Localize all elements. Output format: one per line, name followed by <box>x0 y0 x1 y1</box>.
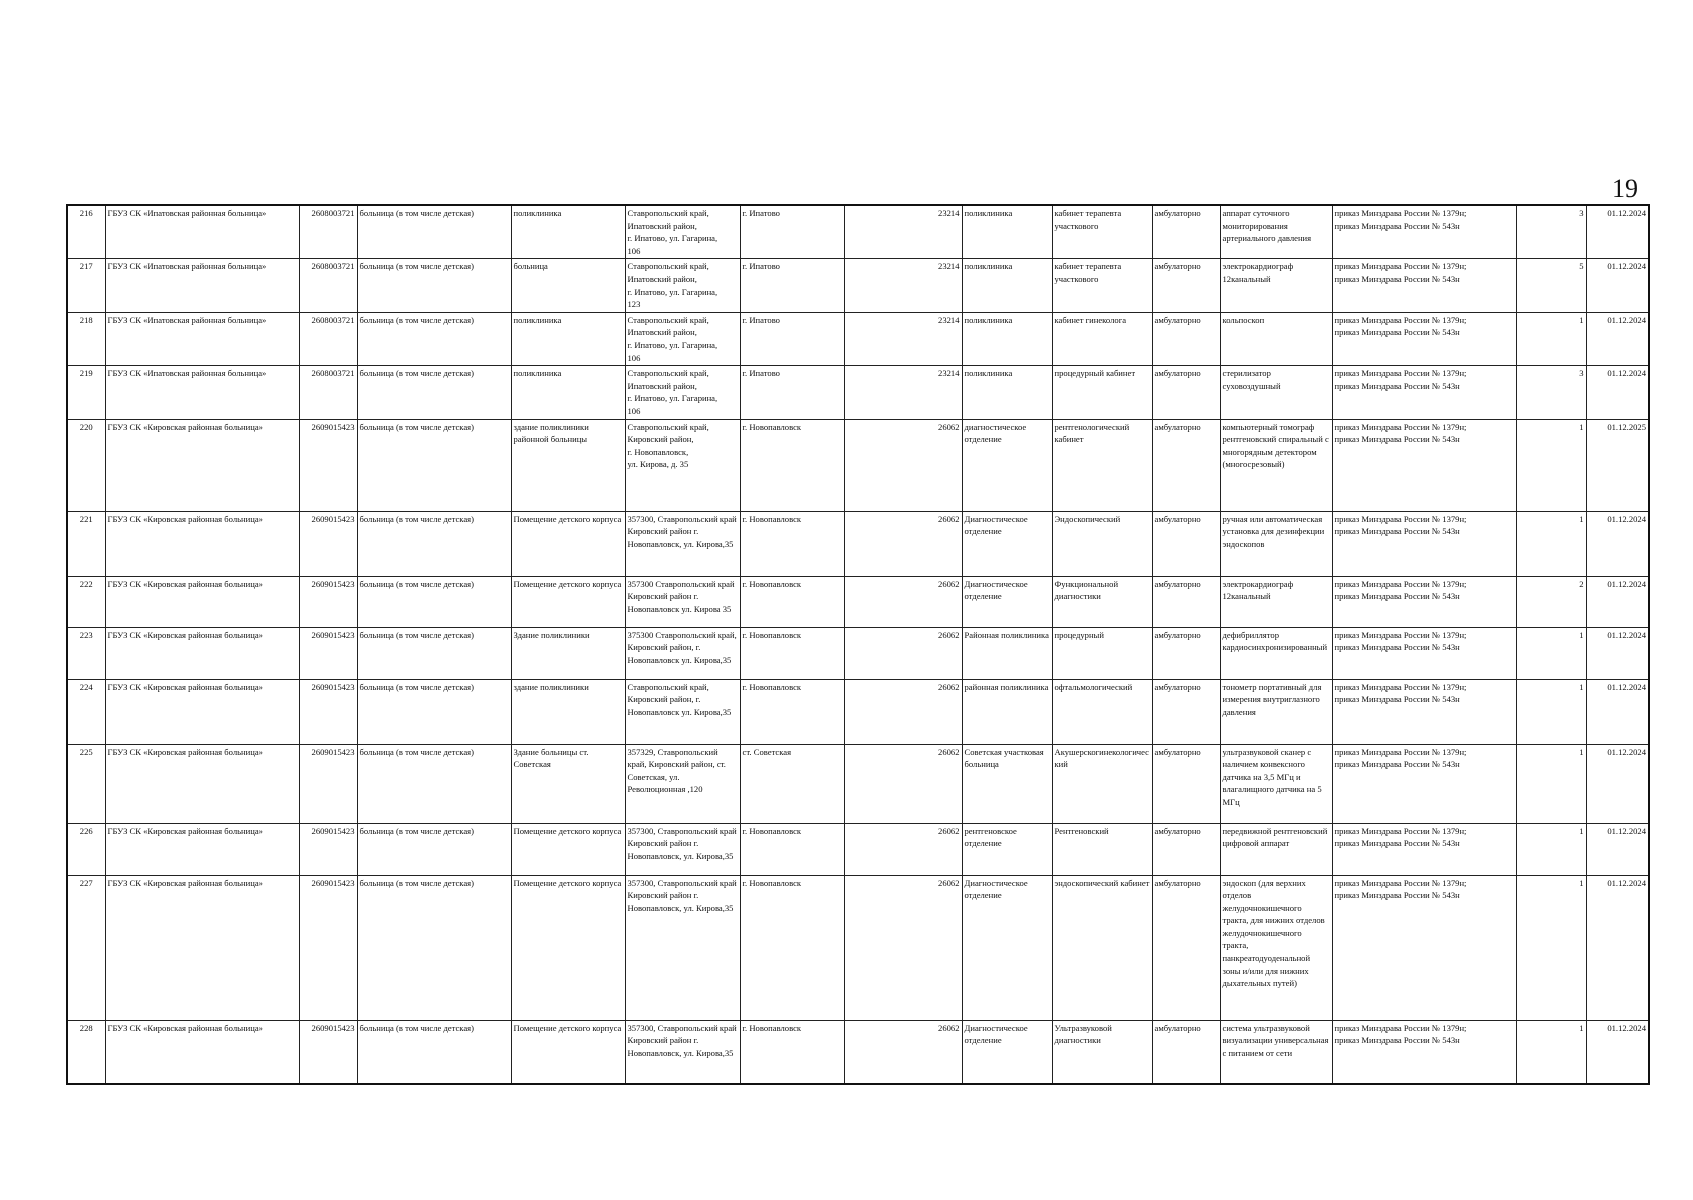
quantity-cell: 1 <box>1516 627 1586 679</box>
department-cell: рентгеновское отделение <box>962 823 1052 875</box>
equipment-table <box>66 204 1650 1085</box>
organization-name-cell: ГБУЗ СК «Кировская районная больница» <box>105 576 299 627</box>
room-name-cell: Эндоскопический <box>1052 511 1152 576</box>
city-cell: г. Новопавловск <box>740 875 844 1020</box>
institution-type-cell: больница (в том числе детская) <box>357 205 511 259</box>
address-cell: Ставропольский край, Ипатовский район, г. Ипатово, ул. Гагарина, 123 <box>625 259 740 312</box>
room-name-cell: Функциональной диагностики <box>1052 576 1152 627</box>
row-number-cell: 228 <box>67 1020 105 1084</box>
department-cell: диагностическое отделение <box>962 419 1052 511</box>
care-form-cell: амбулаторно <box>1152 419 1220 511</box>
quantity-cell: 3 <box>1516 205 1586 259</box>
delivery-date-cell: 01.12.2024 <box>1586 823 1649 875</box>
city-cell: г. Новопавловск <box>740 419 844 511</box>
order-reference-cell: приказ Минздрава России № 1379н; приказ Минздрава России № 543н <box>1332 366 1516 419</box>
care-form-cell: амбулаторно <box>1152 259 1220 312</box>
oktmo-code-cell: 26062 <box>844 875 962 1020</box>
oktmo-code-cell: 26062 <box>844 823 962 875</box>
oktmo-code-cell: 26062 <box>844 744 962 823</box>
room-name-cell: офтальмологический <box>1052 679 1152 744</box>
care-form-cell: амбулаторно <box>1152 823 1220 875</box>
care-form-cell: амбулаторно <box>1152 1020 1220 1084</box>
equipment-name-cell: кольпоскоп <box>1220 312 1332 365</box>
care-form-cell: амбулаторно <box>1152 576 1220 627</box>
institution-type-cell: больница (в том числе детская) <box>357 511 511 576</box>
building-name-cell: Помещение детского корпуса <box>511 823 625 875</box>
room-name-cell: процедурный <box>1052 627 1152 679</box>
oktmo-code-cell: 26062 <box>844 419 962 511</box>
department-cell: поликлиника <box>962 205 1052 259</box>
inn-code-cell: 2609015423 <box>299 823 357 875</box>
address-cell: 357300, Ставропольский край Кировский район г. Новопавловск, ул. Кирова,35 <box>625 823 740 875</box>
row-number-cell: 226 <box>67 823 105 875</box>
inn-code-cell: 2609015423 <box>299 744 357 823</box>
organization-name-cell: ГБУЗ СК «Ипатовская районная больница» <box>105 205 299 259</box>
row-number-cell: 218 <box>67 312 105 365</box>
building-name-cell: Помещение детского корпуса <box>511 511 625 576</box>
order-reference-cell: приказ Минздрава России № 1379н; приказ Минздрава России № 543н <box>1332 312 1516 365</box>
delivery-date-cell: 01.12.2024 <box>1586 1020 1649 1084</box>
building-name-cell: Помещение детского корпуса <box>511 875 625 1020</box>
row-number-cell: 219 <box>67 366 105 419</box>
city-cell: г. Новопавловск <box>740 511 844 576</box>
quantity-cell: 1 <box>1516 312 1586 365</box>
delivery-date-cell: 01.12.2024 <box>1586 576 1649 627</box>
department-cell: Диагностическое отделение <box>962 576 1052 627</box>
address-cell: 357329, Ставропольский край, Кировский район, ст. Советская, ул. Революционная ,120 <box>625 744 740 823</box>
department-cell: Диагностическое отделение <box>962 511 1052 576</box>
department-cell: Диагностическое отделение <box>962 875 1052 1020</box>
city-cell: г. Новопавловск <box>740 1020 844 1084</box>
room-name-cell: кабинет гинеколога <box>1052 312 1152 365</box>
inn-code-cell: 2609015423 <box>299 679 357 744</box>
equipment-name-cell: ультразвуковой сканер с наличием конвексного датчика на 3,5 МГц и влагалищного датчика на 5 МГц <box>1220 744 1332 823</box>
city-cell: г. Ипатово <box>740 259 844 312</box>
department-cell: Районная поликлиника <box>962 627 1052 679</box>
row-number-cell: 222 <box>67 576 105 627</box>
institution-type-cell: больница (в том числе детская) <box>357 823 511 875</box>
organization-name-cell: ГБУЗ СК «Кировская районная больница» <box>105 875 299 1020</box>
care-form-cell: амбулаторно <box>1152 744 1220 823</box>
delivery-date-cell: 01.12.2024 <box>1586 259 1649 312</box>
delivery-date-cell: 01.12.2024 <box>1586 205 1649 259</box>
quantity-cell: 1 <box>1516 744 1586 823</box>
equipment-name-cell: электрокардиограф 12канальный <box>1220 576 1332 627</box>
table-row <box>67 511 1649 576</box>
quantity-cell: 1 <box>1516 511 1586 576</box>
building-name-cell: здание поликлиники районной больницы <box>511 419 625 511</box>
quantity-cell: 1 <box>1516 823 1586 875</box>
quantity-cell: 2 <box>1516 576 1586 627</box>
department-cell: Диагностическое отделение <box>962 1020 1052 1084</box>
order-reference-cell: приказ Минздрава России № 1379н; приказ Минздрава России № 543н <box>1332 1020 1516 1084</box>
city-cell: г. Новопавловск <box>740 823 844 875</box>
department-cell: поликлиника <box>962 366 1052 419</box>
table-row <box>67 627 1649 679</box>
order-reference-cell: приказ Минздрава России № 1379н; приказ Минздрава России № 543н <box>1332 875 1516 1020</box>
table-row <box>67 259 1649 312</box>
table-row <box>67 576 1649 627</box>
department-cell: поликлиника <box>962 312 1052 365</box>
equipment-name-cell: аппарат суточного мониторирования артериального давления <box>1220 205 1332 259</box>
oktmo-code-cell: 26062 <box>844 576 962 627</box>
table-row <box>67 679 1649 744</box>
address-cell: 375300 Ставропольский край, Кировский район, г. Новопавловск ул. Кирова,35 <box>625 627 740 679</box>
inn-code-cell: 2608003721 <box>299 312 357 365</box>
organization-name-cell: ГБУЗ СК «Ипатовская районная больница» <box>105 259 299 312</box>
equipment-name-cell: дефибриллятор кардиосинхронизированный <box>1220 627 1332 679</box>
building-name-cell: Помещение детского корпуса <box>511 576 625 627</box>
address-cell: Ставропольский край, Ипатовский район, г. Ипатово, ул. Гагарина, 106 <box>625 366 740 419</box>
delivery-date-cell: 01.12.2024 <box>1586 744 1649 823</box>
care-form-cell: амбулаторно <box>1152 312 1220 365</box>
row-number-cell: 224 <box>67 679 105 744</box>
care-form-cell: амбулаторно <box>1152 679 1220 744</box>
address-cell: 357300, Ставропольский край Кировский район г. Новопавловск, ул. Кирова,35 <box>625 875 740 1020</box>
order-reference-cell: приказ Минздрава России № 1379н; приказ Минздрава России № 543н <box>1332 627 1516 679</box>
quantity-cell: 1 <box>1516 1020 1586 1084</box>
order-reference-cell: приказ Минздрава России № 1379н; приказ Минздрава России № 543н <box>1332 511 1516 576</box>
organization-name-cell: ГБУЗ СК «Кировская районная больница» <box>105 679 299 744</box>
inn-code-cell: 2608003721 <box>299 366 357 419</box>
equipment-name-cell: система ультразвуковой визуализации универсальная с питанием от сети <box>1220 1020 1332 1084</box>
equipment-name-cell: тонометр портативный для измерения внутриглазного давления <box>1220 679 1332 744</box>
address-cell: Ставропольский край, Кировский район, г. Новопавловск ул. Кирова,35 <box>625 679 740 744</box>
address-cell: Ставропольский край, Ипатовский район, г. Ипатово, ул. Гагарина, 106 <box>625 312 740 365</box>
delivery-date-cell: 01.12.2024 <box>1586 511 1649 576</box>
institution-type-cell: больница (в том числе детская) <box>357 627 511 679</box>
room-name-cell: кабинет терапевта участкового <box>1052 205 1152 259</box>
order-reference-cell: приказ Минздрава России № 1379н; приказ Минздрава России № 543н <box>1332 823 1516 875</box>
building-name-cell: поликлиника <box>511 205 625 259</box>
building-name-cell: поликлиника <box>511 366 625 419</box>
care-form-cell: амбулаторно <box>1152 511 1220 576</box>
oktmo-code-cell: 23214 <box>844 205 962 259</box>
order-reference-cell: приказ Минздрава России № 1379н; приказ Минздрава России № 543н <box>1332 259 1516 312</box>
row-number-cell: 223 <box>67 627 105 679</box>
institution-type-cell: больница (в том числе детская) <box>357 679 511 744</box>
organization-name-cell: ГБУЗ СК «Ипатовская районная больница» <box>105 366 299 419</box>
table-row <box>67 1020 1649 1084</box>
quantity-cell: 3 <box>1516 366 1586 419</box>
organization-name-cell: ГБУЗ СК «Кировская районная больница» <box>105 511 299 576</box>
care-form-cell: амбулаторно <box>1152 205 1220 259</box>
building-name-cell: Помещение детского корпуса <box>511 1020 625 1084</box>
institution-type-cell: больница (в том числе детская) <box>357 1020 511 1084</box>
care-form-cell: амбулаторно <box>1152 875 1220 1020</box>
delivery-date-cell: 01.12.2024 <box>1586 312 1649 365</box>
department-cell: Советская участковая больница <box>962 744 1052 823</box>
address-cell: 357300, Ставропольский край Кировский район г. Новопавловск, ул. Кирова,35 <box>625 511 740 576</box>
oktmo-code-cell: 23214 <box>844 259 962 312</box>
oktmo-code-cell: 23214 <box>844 366 962 419</box>
table-row <box>67 744 1649 823</box>
organization-name-cell: ГБУЗ СК «Ипатовская районная больница» <box>105 312 299 365</box>
table-row <box>67 419 1649 511</box>
inn-code-cell: 2609015423 <box>299 1020 357 1084</box>
table-row <box>67 205 1649 259</box>
order-reference-cell: приказ Минздрава России № 1379н; приказ Минздрава России № 543н <box>1332 205 1516 259</box>
quantity-cell: 1 <box>1516 419 1586 511</box>
table-row <box>67 312 1649 365</box>
delivery-date-cell: 01.12.2025 <box>1586 419 1649 511</box>
equipment-name-cell: ручная или автоматическая установка для дезинфекции эндоскопов <box>1220 511 1332 576</box>
institution-type-cell: больница (в том числе детская) <box>357 312 511 365</box>
quantity-cell: 1 <box>1516 679 1586 744</box>
table-row <box>67 366 1649 419</box>
institution-type-cell: больница (в том числе детская) <box>357 366 511 419</box>
order-reference-cell: приказ Минздрава России № 1379н; приказ Минздрава России № 543н <box>1332 576 1516 627</box>
organization-name-cell: ГБУЗ СК «Кировская районная больница» <box>105 744 299 823</box>
room-name-cell: Акушерскогинекологический <box>1052 744 1152 823</box>
order-reference-cell: приказ Минздрава России № 1379н; приказ Минздрава России № 543н <box>1332 744 1516 823</box>
organization-name-cell: ГБУЗ СК «Кировская районная больница» <box>105 1020 299 1084</box>
inn-code-cell: 2609015423 <box>299 511 357 576</box>
delivery-date-cell: 01.12.2024 <box>1586 366 1649 419</box>
row-number-cell: 221 <box>67 511 105 576</box>
building-name-cell: поликлиника <box>511 312 625 365</box>
city-cell: г. Ипатово <box>740 312 844 365</box>
institution-type-cell: больница (в том числе детская) <box>357 875 511 1020</box>
room-name-cell: рентгенологический кабинет <box>1052 419 1152 511</box>
table-row <box>67 823 1649 875</box>
equipment-name-cell: эндоскоп (для верхних отделов желудочнокишечного тракта, для нижних отделов желудочнокишечного тракта, панкреатодуоденальной зоны и/или для нижних дыхательных путей) <box>1220 875 1332 1020</box>
equipment-name-cell: электрокардиограф 12канальный <box>1220 259 1332 312</box>
organization-name-cell: ГБУЗ СК «Кировская районная больница» <box>105 419 299 511</box>
equipment-name-cell: передвижной рентгеновский цифровой аппарат <box>1220 823 1332 875</box>
inn-code-cell: 2609015423 <box>299 419 357 511</box>
institution-type-cell: больница (в том числе детская) <box>357 259 511 312</box>
organization-name-cell: ГБУЗ СК «Кировская районная больница» <box>105 627 299 679</box>
address-cell: 357300, Ставропольский край Кировский район г. Новопавловск, ул. Кирова,35 <box>625 1020 740 1084</box>
row-number-cell: 227 <box>67 875 105 1020</box>
institution-type-cell: больница (в том числе детская) <box>357 419 511 511</box>
building-name-cell: Здание больницы ст. Советская <box>511 744 625 823</box>
building-name-cell: больница <box>511 259 625 312</box>
oktmo-code-cell: 26062 <box>844 679 962 744</box>
care-form-cell: амбулаторно <box>1152 366 1220 419</box>
equipment-name-cell: компьютерный томограф рентгеновский спиральный с многорядным детектором (многосрезовый) <box>1220 419 1332 511</box>
address-cell: 357300 Ставропольский край Кировский район г. Новопавловск ул. Кирова 35 <box>625 576 740 627</box>
page-number: 19 <box>1612 174 1638 203</box>
city-cell: г. Новопавловск <box>740 627 844 679</box>
equipment-name-cell: стерилизатор суховоздушный <box>1220 366 1332 419</box>
row-number-cell: 225 <box>67 744 105 823</box>
row-number-cell: 220 <box>67 419 105 511</box>
inn-code-cell: 2609015423 <box>299 576 357 627</box>
row-number-cell: 216 <box>67 205 105 259</box>
organization-name-cell: ГБУЗ СК «Кировская районная больница» <box>105 823 299 875</box>
building-name-cell: здание поликлиники <box>511 679 625 744</box>
delivery-date-cell: 01.12.2024 <box>1586 679 1649 744</box>
quantity-cell: 5 <box>1516 259 1586 312</box>
city-cell: г. Новопавловск <box>740 576 844 627</box>
address-cell: Ставропольский край, Кировский район, г. Новопавловск, ул. Кирова, д. 35 <box>625 419 740 511</box>
inn-code-cell: 2608003721 <box>299 205 357 259</box>
delivery-date-cell: 01.12.2024 <box>1586 627 1649 679</box>
city-cell: г. Ипатово <box>740 205 844 259</box>
room-name-cell: кабинет терапевта участкового <box>1052 259 1152 312</box>
city-cell: ст. Советская <box>740 744 844 823</box>
inn-code-cell: 2609015423 <box>299 875 357 1020</box>
room-name-cell: эндоскопический кабинет <box>1052 875 1152 1020</box>
equipment-table-wrap <box>66 204 1648 1085</box>
table-row <box>67 875 1649 1020</box>
inn-code-cell: 2608003721 <box>299 259 357 312</box>
room-name-cell: процедурный кабинет <box>1052 366 1152 419</box>
department-cell: поликлиника <box>962 259 1052 312</box>
oktmo-code-cell: 26062 <box>844 511 962 576</box>
care-form-cell: амбулаторно <box>1152 627 1220 679</box>
city-cell: г. Новопавловск <box>740 679 844 744</box>
oktmo-code-cell: 23214 <box>844 312 962 365</box>
row-number-cell: 217 <box>67 259 105 312</box>
city-cell: г. Ипатово <box>740 366 844 419</box>
quantity-cell: 1 <box>1516 875 1586 1020</box>
delivery-date-cell: 01.12.2024 <box>1586 875 1649 1020</box>
oktmo-code-cell: 26062 <box>844 1020 962 1084</box>
address-cell: Ставропольский край, Ипатовский район, г. Ипатово, ул. Гагарина, 106 <box>625 205 740 259</box>
table-body <box>67 205 1649 1084</box>
oktmo-code-cell: 26062 <box>844 627 962 679</box>
order-reference-cell: приказ Минздрава России № 1379н; приказ Минздрава России № 543н <box>1332 679 1516 744</box>
institution-type-cell: больница (в том числе детская) <box>357 576 511 627</box>
institution-type-cell: больница (в том числе детская) <box>357 744 511 823</box>
order-reference-cell: приказ Минздрава России № 1379н; приказ Минздрава России № 543н <box>1332 419 1516 511</box>
building-name-cell: Здание поликлиники <box>511 627 625 679</box>
department-cell: районная поликлиника <box>962 679 1052 744</box>
room-name-cell: Ультразвуковой диагностики <box>1052 1020 1152 1084</box>
inn-code-cell: 2609015423 <box>299 627 357 679</box>
room-name-cell: Рентгеновский <box>1052 823 1152 875</box>
